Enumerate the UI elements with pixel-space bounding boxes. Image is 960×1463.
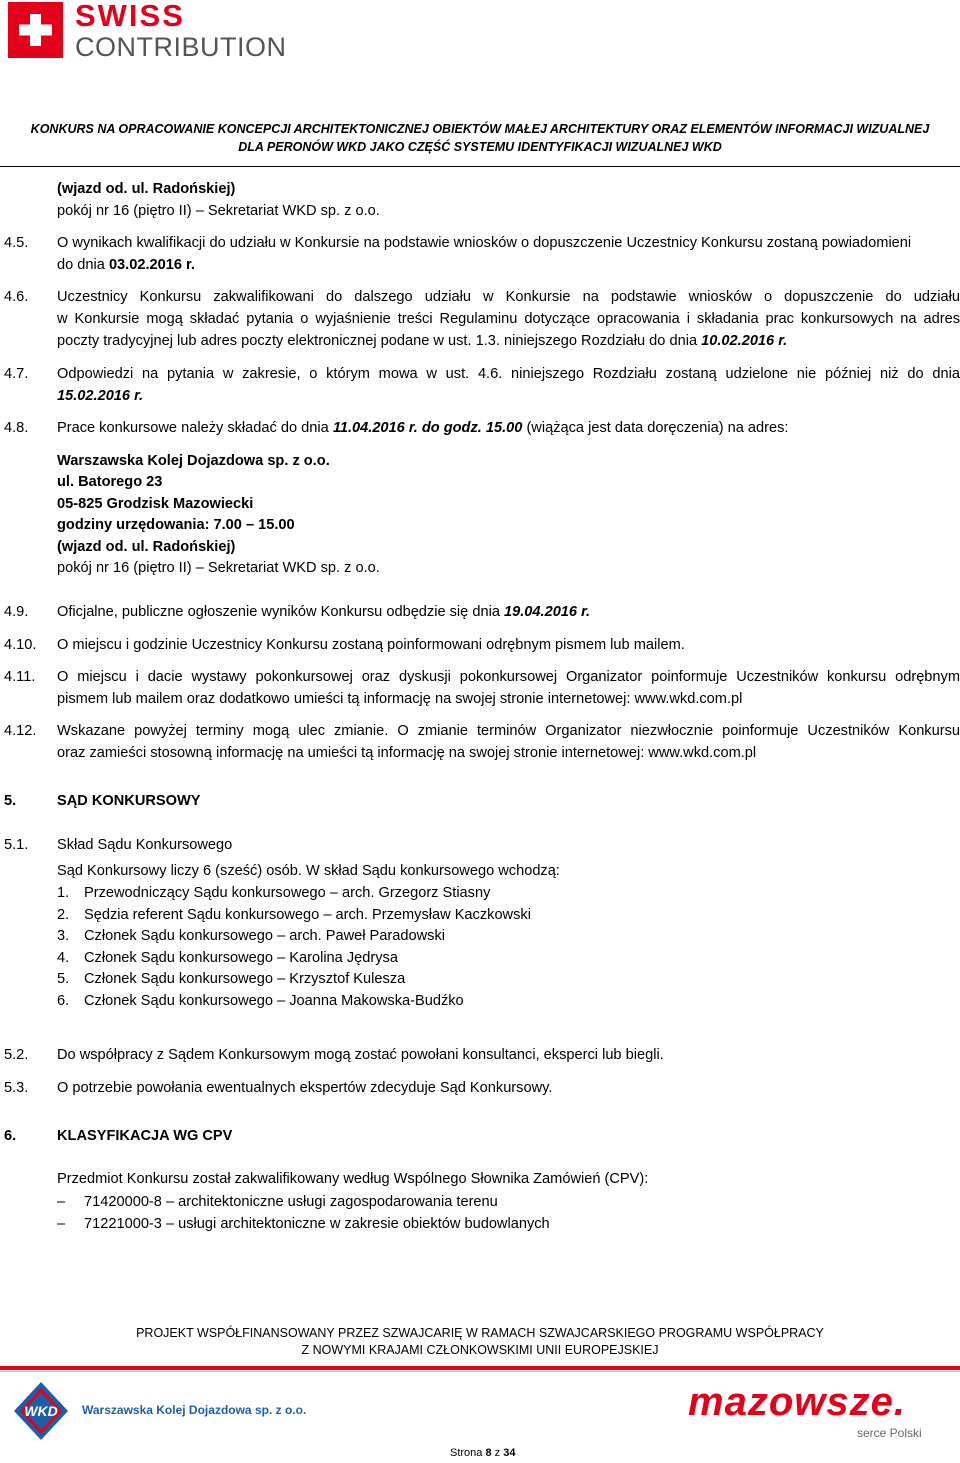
s48-addr2: ul. Batorego 23: [57, 474, 163, 490]
wkd-badge-text: WKD: [24, 1403, 58, 1419]
s45-text: O wynikach kwalifikacji do udziału w Konkursie na podstawie wniosków o dopuszczenie Uczestnicy Konkursu zostaną powiadomieni: [57, 235, 912, 251]
jury-member-text: Członek Sądu konkursowego – Karolina Jędrysa: [84, 949, 398, 966]
swiss-cross-icon: [8, 2, 63, 58]
s6-title: KLASYFIKACJA WG CPV: [57, 1128, 233, 1144]
s46-number: 4.6.: [4, 289, 29, 305]
s52-text: Do współpracy z Sądem Konkursowym mogą zostać powołani konsultanci, eksperci lub biegli.: [57, 1047, 664, 1063]
s48-post: (wiążąca jest data doręczenia) na adres:: [522, 420, 789, 436]
page-total: 34: [503, 1447, 516, 1459]
s49-pre: Oficjalne, publiczne ogłoszenie wyników Konkursu odbędzie się dnia: [57, 604, 504, 620]
s48-addr6: pokój nr 16 (piętro II) – Sekretariat WKD sp. z o.o.: [57, 560, 380, 576]
s51-intro: Sąd Konkursowy liczy 6 (sześć) osób. W skład Sądu konkursowego wchodzą:: [57, 863, 560, 879]
s49-number: 4.9.: [4, 604, 29, 620]
jury-member-number: 3.: [57, 928, 70, 945]
s6-intro: Przedmiot Konkursu został zakwalifikowany według Wspólnego Słownika Zamówień (CPV):: [57, 1171, 649, 1187]
dash-bullet-icon: –: [57, 1194, 66, 1210]
header-title-line2: DLA PERONÓW WKD JAKO CZĘŚĆ SYSTEMU IDENTYFIKACJI WIZUALNEJ WKD: [238, 140, 722, 154]
s53-text: O potrzebie powołania ewentualnych ekspertów zdecyduje Sąd Konkursowy.: [57, 1080, 553, 1096]
s46-line1: Uczestnicy Konkursu zakwalifikowani do dalszego udziału w Konkursie na podstawie wniosków o dopuszczenie do udziału: [57, 289, 960, 305]
top-entry: (wjazd od. ul. Radońskiej): [57, 181, 236, 197]
s48-addr4: godziny urzędowania: 7.00 – 15.00: [57, 517, 295, 533]
s6-number: 6.: [4, 1128, 17, 1144]
s51-title: Skład Sądu Konkursowego: [57, 837, 233, 853]
s412-number: 4.12.: [4, 723, 37, 739]
header-title-line1: KONKURS NA OPRACOWANIE KONCEPCJI ARCHITEKTONICZNEJ OBIEKTÓW MAŁEJ ARCHITEKTURY ORAZ ELEMENTÓW INFORMACJI WIZUALNEJ: [30, 122, 930, 136]
page-prefix: Strona: [450, 1447, 486, 1459]
jury-member-number: 4.: [57, 949, 70, 966]
s46-date: 10.02.2016 r.: [701, 333, 788, 349]
s411-line2: pismem lub mailem oraz dodatkowo umieści tą informację na swojej stronie internetowej: www.wkd.com.pl: [57, 691, 743, 707]
mazowsze-slogan: serce Polski: [857, 1426, 922, 1440]
s46-line3: [57, 331, 787, 353]
mazowsze-logo-text: mazowsze.: [688, 1380, 906, 1424]
jury-member-text: Członek Sądu konkursowego – arch. Paweł Paradowski: [84, 928, 445, 945]
jury-member-number: 2.: [57, 906, 70, 923]
s48-addr3: 05-825 Grodzisk Mazowiecki: [57, 496, 254, 512]
wkd-logo: [12, 1380, 70, 1442]
s49-line: [57, 602, 590, 624]
s51-number: 5.1.: [4, 837, 29, 853]
cpv-item: 71420000-8 – architektoniczne usługi zagospodarowania terenu: [84, 1194, 498, 1210]
page-number: [450, 1447, 515, 1459]
cpv-item: 71221000-3 – usługi architektoniczne w zakresie obiektów budowlanych: [84, 1216, 550, 1232]
s5-title: SĄD KONKURSOWY: [57, 793, 201, 809]
s49-date: 19.04.2016 r.: [504, 604, 591, 620]
s5-number: 5.: [4, 793, 17, 809]
footer-line1: PROJEKT WSPÓŁFINANSOWANY PRZEZ SZWAJCARIĘ W RAMACH SZWAJCARSKIEGO PROGRAMU WSPÓŁPRACY: [136, 1326, 824, 1340]
jury-member-number: 5.: [57, 971, 70, 988]
page-mid: z: [491, 1447, 504, 1459]
s45-text2: do dnia: [57, 257, 109, 273]
s48-addr1: Warszawska Kolej Dojazdowa sp. z o.o.: [57, 453, 330, 469]
s45-number: 4.5.: [4, 235, 29, 251]
s48-addr5: (wjazd od. ul. Radońskiej): [57, 539, 236, 555]
s53-number: 5.3.: [4, 1080, 29, 1096]
s410-number: 4.10.: [4, 637, 37, 653]
jury-member-text: Sędzia referent Sądu konkursowego – arch. Przemysław Kaczkowski: [84, 906, 531, 923]
s48-number: 4.8.: [4, 420, 29, 436]
s45-date: 03.02.2016 r.: [108, 257, 195, 273]
jury-member-text: Członek Sądu konkursowego – Krzysztof Kulesza: [84, 971, 406, 988]
logo-contribution-text: CONTRIBUTION: [75, 32, 287, 62]
s47-number: 4.7.: [4, 366, 29, 382]
s47-line1: Odpowiedzi na pytania w zakresie, o którym mowa w ust. 4.6. niniejszego Rozdziału zostaną udzielone nie później niż do dnia: [57, 366, 960, 382]
logo-swiss-text: SWISS: [75, 0, 185, 33]
wkd-company-text: Warszawska Kolej Dojazdowa sp. z o.o.: [82, 1403, 307, 1417]
s47-date: 15.02.2016 r.: [57, 388, 144, 404]
s46-line3-text: poczty tradycyjnej lub adres poczty elektronicznej podane w ust. 1.3. niniejszego Rozdziału do dnia: [57, 333, 702, 349]
s45-line2: [57, 255, 195, 277]
jury-member-text: Członek Sądu konkursowego – Joanna Makowska-Budźko: [84, 993, 464, 1009]
s48-date: 11.04.2016 r. do godz. 15.00: [332, 420, 523, 436]
s412-line1: Wskazane powyżej terminy mogą ulec zmianie. O zmianie terminów Organizator niezwłocznie poinformuje Uczestników Konkursu: [57, 723, 960, 739]
page-current: 8: [485, 1447, 492, 1459]
jury-member-number: 6.: [57, 993, 70, 1009]
s412-line2: oraz zamieści stosowną informację na umieści tą informację na swojej stronie internetowej: www.wkd.com.pl: [57, 745, 757, 761]
jury-member-text: Przewodniczący Sądu konkursowego – arch. Grzegorz Stiasny: [84, 885, 491, 901]
s52-number: 5.2.: [4, 1047, 29, 1063]
dash-bullet-icon: –: [57, 1216, 66, 1232]
footer-line2: Z NOWYMI KRAJAMI CZŁONKOWSKIMI UNII EUROPEJSKIEJ: [301, 1343, 659, 1357]
header-rule: [0, 166, 960, 167]
swiss-flag-logo: [8, 2, 63, 58]
top-room: pokój nr 16 (piętro II) – Sekretariat WKD sp. z o.o.: [57, 203, 380, 219]
s46-line2: w Konkursie mogą składać pytania o wyjaśnienie treści Regulaminu dotyczące opracowania i składania prac konkursowych na adres: [57, 311, 960, 327]
footer-gray-rule: [0, 1371, 960, 1372]
s411-line1: O miejscu i dacie wystawy pokonkursowej oraz dyskusji pokonkursowej Organizator poinformuje Uczestników konkursu odrębnym: [57, 669, 960, 685]
jury-member-number: 1.: [57, 885, 70, 901]
s48-line: [57, 418, 788, 440]
footer-red-rule: [0, 1366, 960, 1370]
s411-number: 4.11.: [4, 669, 36, 685]
s410-text: O miejscu i godzinie Uczestnicy Konkursu zostaną poinformowani odrębnym pismem lub mailem.: [57, 637, 685, 653]
s48-pre: Prace konkursowe należy składać do dnia: [57, 420, 333, 436]
